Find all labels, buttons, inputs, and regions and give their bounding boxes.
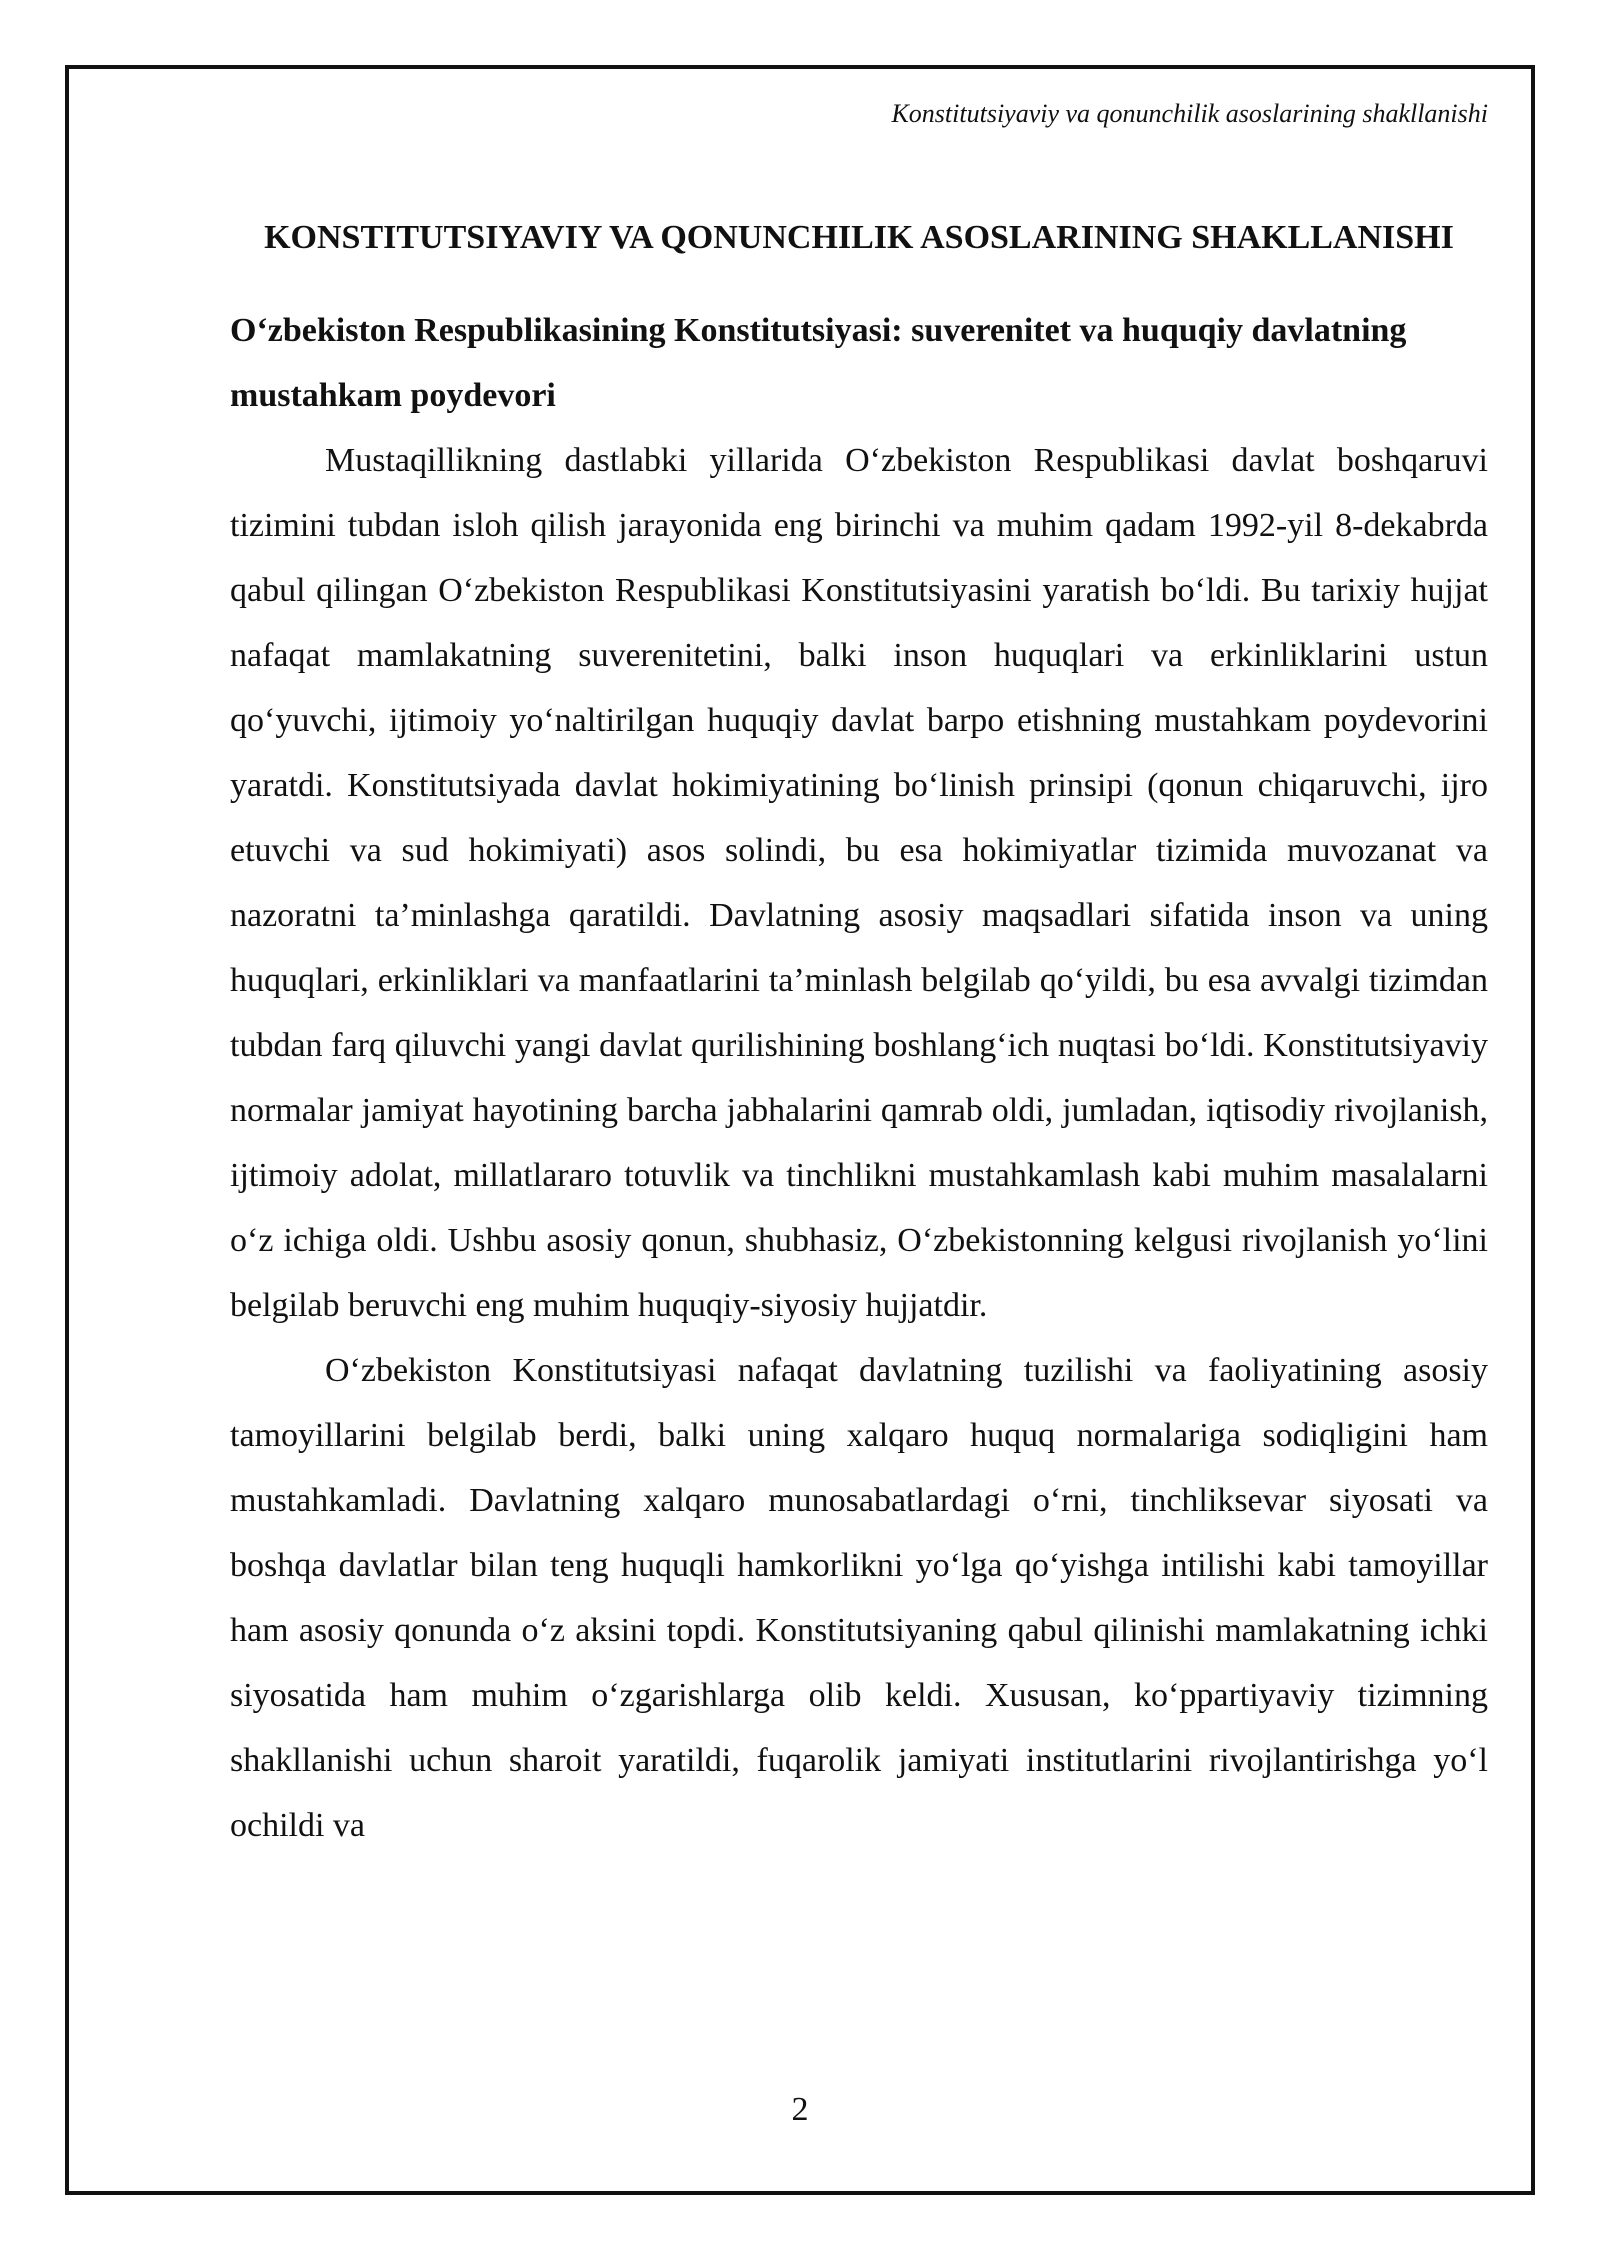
page-number: 2 — [791, 2091, 809, 2128]
section-title: O‘zbekiston Respublikasining Konstitutsiyasi: suverenitet va huquqiy davlatning mustahkam poydevori — [230, 312, 1407, 414]
paragraph-2: O‘zbekiston Konstitutsiyasi nafaqat davlatning tuzilishi va faoliyatining asosiy tamoyillarini belgilab berdi, balki uning xalqaro huquq normalariga sodiqligini ham mustahkamladi. Davlatning xalqaro munosabatlardagi o‘rni, tinchliksevar siyosati va boshqa davlatlar bilan teng huquqli hamkorlikni yo‘lga qo‘yishga intilishi kabi tamoyillar ham asosiy qonunda o‘z aksini topdi. Konstitutsiyaning qabul qilinishi mamlakatning ichki siyosatida ham muhim o‘zgarishlarga olib keldi. Xususan, ko‘ppartiyaviy tizimning shakllanishi uchun sharoit yaratildi, fuqarolik jamiyati institutlarini rivojlantirishga yo‘l ochildi va — [230, 1352, 1488, 1844]
paragraph-1: Mustaqillikning dastlabki yillarida O‘zbekiston Respublikasi davlat boshqaruvi tizimini tubdan isloh qilish jarayonida eng birinchi va muhim qadam 1992-yil 8-dekabrda qabul qilingan O‘zbekiston Respublikasi Konstitutsiyasini yaratish bo‘ldi. Bu tarixiy hujjat nafaqat mamlakatning suverenitetini, balki inson huquqlari va erkinliklarini ustun qo‘yuvchi, ijtimoiy yo‘naltirilgan huquqiy davlat barpo etishning mustahkam poydevorini yaratdi. Konstitutsiyada davlat hokimiyatining bo‘linish prinsipi (qonun chiqaruvchi, ijro etuvchi va sud hokimiyati) asos solindi, bu esa hokimiyatlar tizimida muvozanat va nazoratni ta’minlashga qaratildi. Davlatning asosiy maqsadlari sifatida inson va uning huquqlari, erkinliklari va manfaatlarini ta’minlash belgilab qo‘yildi, bu esa avvalgi tizimdan tubdan farq qiluvchi yangi davlat qurilishining boshlang‘ich nuqtasi bo‘ldi. Konstitutsiyaviy normalar jamiyat hayotining barcha jabhalarini qamrab oldi, jumladan, iqtisodiy rivojlanish, ijtimoiy adolat, millatlararo totuvlik va tinchlikni mustahkamlash kabi muhim masalalarni o‘z ichiga oldi. Ushbu asosiy qonun, shubhasiz, O‘zbekistonning kelgusi rivojlanish yo‘lini belgilab beruvchi eng muhim huquqiy-siyosiy hujjatdir. — [230, 442, 1488, 1324]
running-header: Konstitutsiyaviy va qonunchilik asoslarining shakllanishi — [891, 99, 1488, 128]
document-body — [230, 205, 1488, 1858]
document-title: KONSTITUTSIYAVIY VA QONUNCHILIK ASOSLARINING SHAKLLANISHI — [264, 219, 1454, 256]
